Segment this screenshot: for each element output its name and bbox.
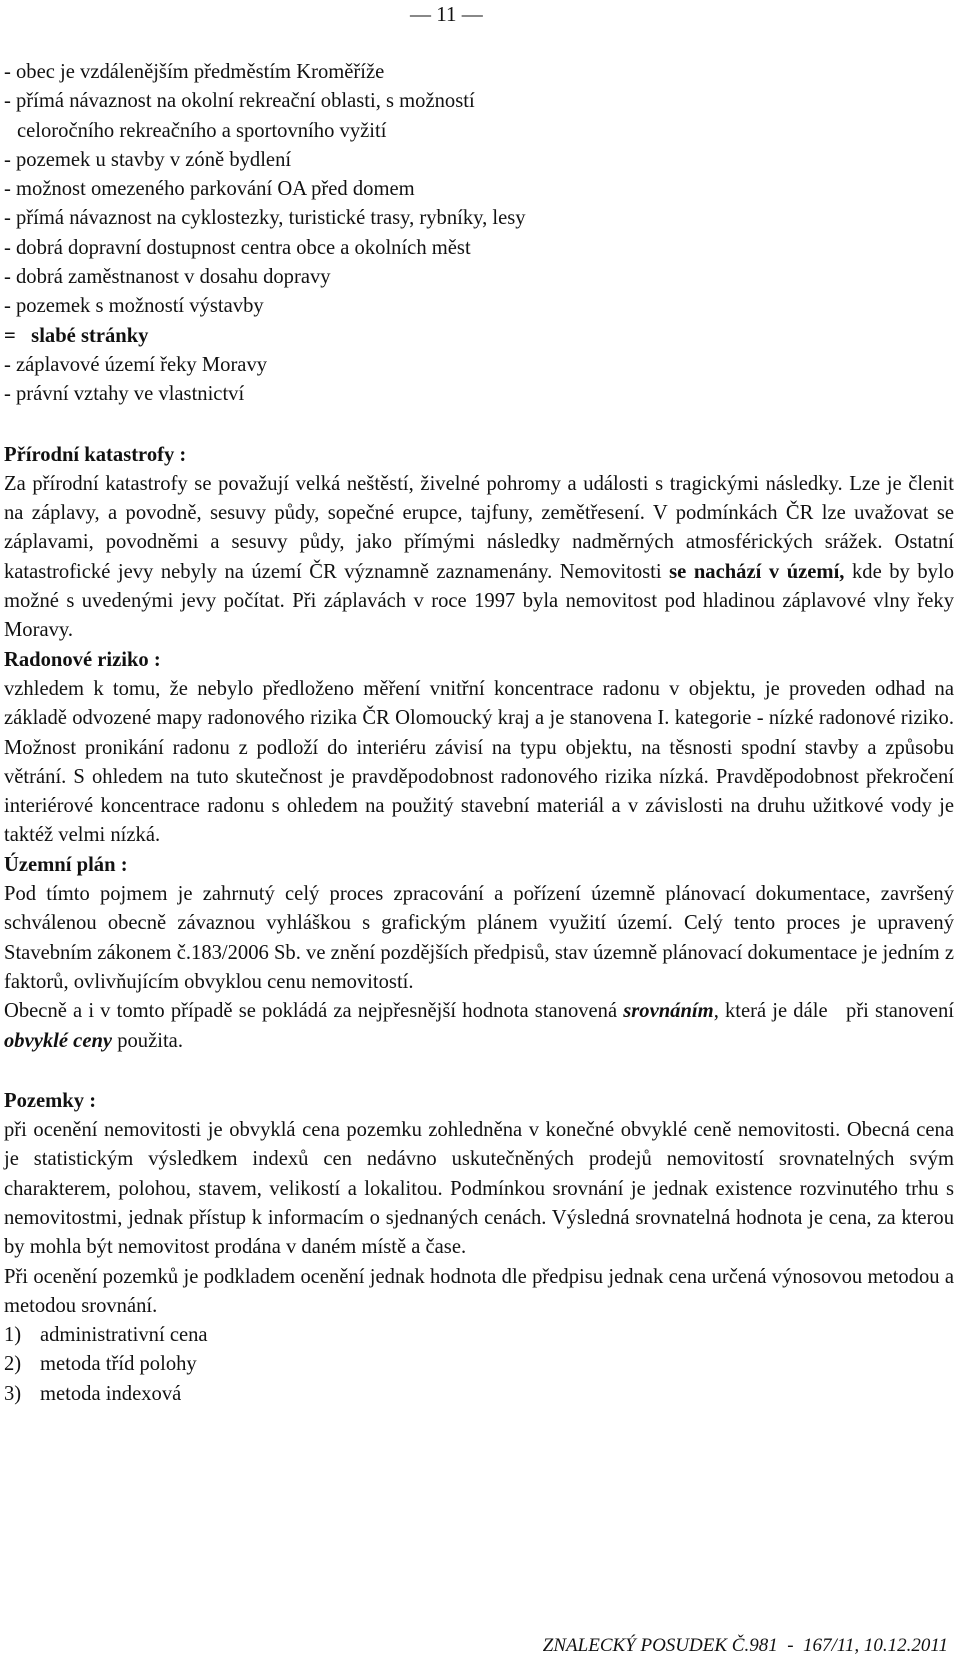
list-number: 1)	[4, 1324, 22, 1347]
list-number: 2)	[4, 1353, 22, 1376]
list-item: - přímá návaznost na okolní rekreační oblasti, s možností	[4, 90, 475, 113]
list-item	[4, 1380, 954, 1409]
list-item: - přímá návaznost na cyklostezky, turistické trasy, rybníky, lesy	[4, 207, 526, 230]
page-number: — 11 —	[410, 2, 483, 26]
radon-heading: Radonové riziko :	[4, 648, 161, 671]
weaknesses-list	[4, 351, 954, 410]
zoning-heading: Územní plán :	[4, 853, 128, 876]
list-label: metoda tříd polohy	[40, 1353, 197, 1376]
paragraph-text: Obecně a i v tomto případě se pokládá za nejpřesnější hodnota stanovená	[4, 1000, 624, 1023]
list-label: administrativní cena	[40, 1324, 208, 1347]
zoning-valuation-paragraph	[4, 997, 960, 1056]
list-item	[4, 1350, 954, 1379]
paragraph-text: Za přírodní katastrofy se považují velká neštěstí, živelné pohromy a události s tragickými následky. Lze je členit na záplavy, a povodně, sesuvy půdy, sopečné erupce, tajfuny, zemětřesení. V podmínkách ČR lze uvažovat se záplavami, povodněmi a sesuvy půdy, jako přímými následky nadměrných atmosférických srážek. Ostatní katastrofické jevy nebyly na území ČR významně zaznamenány. Nemovitosti	[4, 472, 954, 583]
strengths-list	[4, 58, 954, 322]
list-item: - právní vztahy ve vlastnictví	[4, 383, 245, 406]
document-footer: ZNALECKÝ POSUDEK Č.981 - 167/11, 10.12.2011	[542, 1635, 948, 1656]
paragraph-text: kde by bylo možné s uvedenými jevy počítat. Při záplavách v roce 1997 byla nemovitost pod hladinou záplavové vlny řeky Moravy.	[4, 560, 954, 642]
land-heading: Pozemky :	[4, 1089, 97, 1112]
paragraph-text: použita.	[112, 1029, 183, 1052]
radon-paragraph: vzhledem k tomu, že nebylo předloženo měření vnitřní koncentrace radonu v objektu, je proveden odhad na základě odvozené mapy radonového rizika ČR Olomoucký kraj a je stanovena I. kategorie - nízké radonové riziko. Možnost pronikání radonu z podloží do interiéru závisí na typu objektu, na těsnosti spodní stavby a způsobu větrání. S ohledem na tuto skutečnost je pravděpodobnost radonového rizika nízká. Pravděpodobnost překročení interiérové koncentrace radonu s ohledem na použitý stavební materiál a v závislosti na druhu užitkové vody je taktéž velmi nízká.	[4, 677, 954, 847]
paragraph-text: , která je dále při stanovení	[713, 1000, 960, 1023]
paragraph-bold-text: se nachází v území,	[669, 560, 845, 583]
list-item	[4, 1321, 954, 1350]
emphasis-text: srovnáním	[623, 1000, 714, 1023]
list-item: - možnost omezeného parkování OA před domem	[4, 178, 415, 201]
list-item: - záplavové území řeky Moravy	[4, 353, 268, 376]
emphasis-text: obvyklé ceny	[4, 1029, 113, 1052]
methods-list	[4, 1321, 954, 1409]
list-item: - pozemek u stavby v zóně bydlení	[4, 148, 292, 171]
list-number: 3)	[4, 1382, 22, 1405]
weaknesses-heading: = slabé stránky	[4, 324, 149, 347]
list-item: - dobrá zaměstnanost v dosahu dopravy	[4, 266, 331, 289]
list-item: - obec je vzdálenějším předměstím Kroměříže	[4, 61, 385, 83]
land-paragraph: při ocenění nemovitosti je obvyklá cena pozemku zohledněna v konečné obvyklé ceně nemovitosti. Obecná cena je statistickým výsledkem indexů cen nedávno uskutečněných prodejů nemovitostí srovnatelných svým charakterem, polohou, stavem, velikostí a lokalitou. Podmínkou srovnání je jednak existence rozvinutého trhu s nemovitostmi, jednak přístup k informacím o sjednaných cenách. Výsledná srovnatelná hodnota je cena, za kterou by mohla být nemovitost prodána v daném místě a čase.	[4, 1119, 954, 1259]
list-item: - pozemek s možností výstavby	[4, 295, 264, 318]
natural-disasters-heading: Přírodní katastrofy :	[4, 443, 187, 466]
list-item: - dobrá dopravní dostupnost centra obce a okolních měst	[4, 236, 471, 259]
list-label: metoda indexová	[40, 1382, 182, 1405]
natural-disasters-paragraph	[4, 470, 954, 646]
list-item: celoročního rekreačního a sportovního vyžití	[17, 119, 387, 142]
land-method-paragraph: Při ocenění pozemků je podkladem ocenění jednak hodnota dle předpisu jednak cena určená výnosovou metodou a metodou srovnání.	[4, 1265, 954, 1317]
zoning-paragraph: Pod tímto pojmem je zahrnutý celý proces zpracování a pořízení územně plánovací dokumentace, završený schválenou obecně závaznou vyhláškou s grafickým plánem využití území. Celý tento proces je upravený Stavebním zákonem č.183/2006 Sb. ve znění pozdějších předpisů, stav územně plánovací dokumentace je jedním z faktorů, ovlivňujícím obvyklou cenu nemovitostí.	[4, 883, 954, 993]
document-body	[4, 58, 960, 1409]
